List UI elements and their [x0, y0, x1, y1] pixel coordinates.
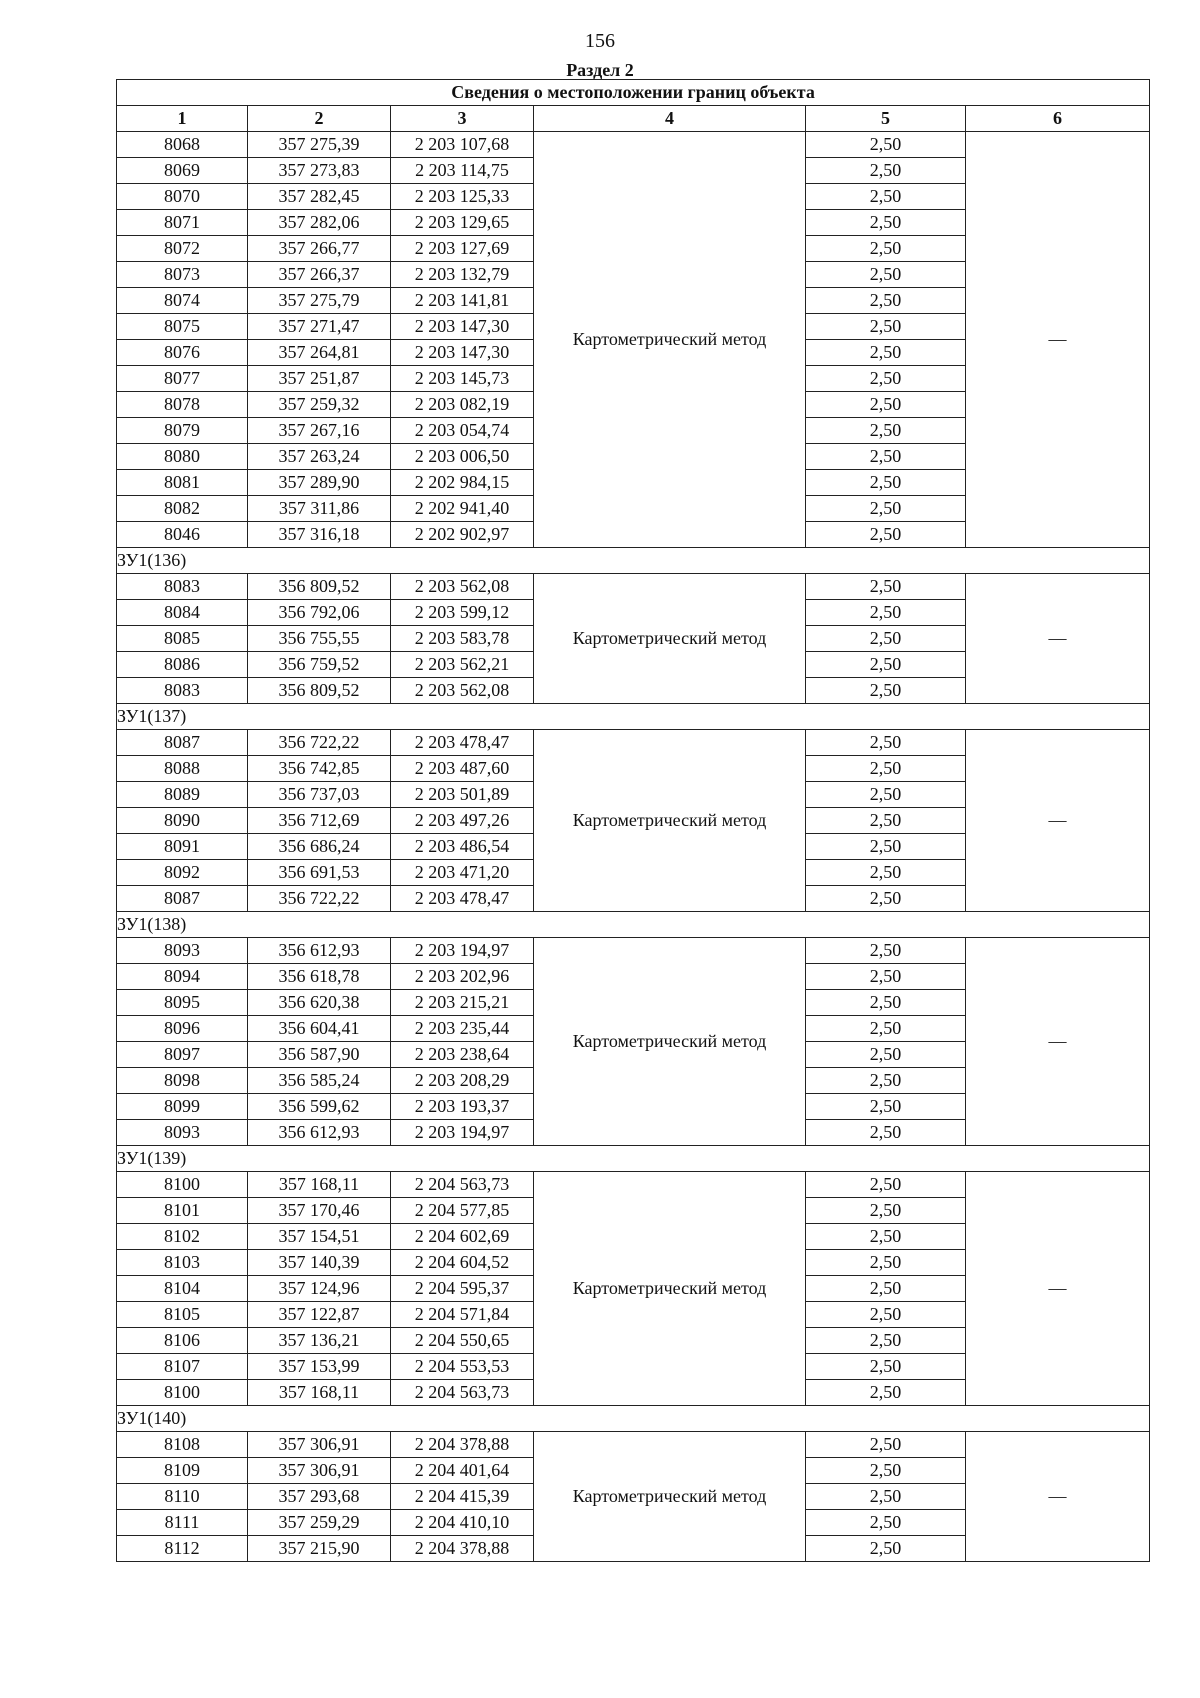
method-cell: Картометрический метод	[534, 132, 806, 548]
coordinate-x: 356 809,52	[248, 678, 391, 704]
coordinate-y: 2 204 378,88	[391, 1536, 534, 1562]
point-number: 8083	[117, 678, 248, 704]
coordinate-x: 356 792,06	[248, 600, 391, 626]
coordinate-y: 2 204 595,37	[391, 1276, 534, 1302]
accuracy-value: 2,50	[806, 782, 966, 808]
point-number: 8089	[117, 782, 248, 808]
coordinate-y: 2 203 194,97	[391, 1120, 534, 1146]
section-title: Раздел 2	[566, 60, 634, 80]
point-number: 8072	[117, 236, 248, 262]
point-number: 8106	[117, 1328, 248, 1354]
accuracy-value: 2,50	[806, 964, 966, 990]
accuracy-value: 2,50	[806, 314, 966, 340]
coordinate-y: 2 204 550,65	[391, 1328, 534, 1354]
point-number: 8091	[117, 834, 248, 860]
coordinate-x: 356 604,41	[248, 1016, 391, 1042]
point-number: 8084	[117, 600, 248, 626]
column-header: 2	[248, 106, 391, 132]
coordinate-x: 356 686,24	[248, 834, 391, 860]
coordinate-y: 2 203 054,74	[391, 418, 534, 444]
coordinate-x: 357 259,29	[248, 1510, 391, 1536]
column-header: 3	[391, 106, 534, 132]
parcel-label-row	[117, 548, 1150, 574]
point-number: 8094	[117, 964, 248, 990]
accuracy-value: 2,50	[806, 1354, 966, 1380]
accuracy-value: 2,50	[806, 1042, 966, 1068]
point-number: 8093	[117, 938, 248, 964]
accuracy-value: 2,50	[806, 1432, 966, 1458]
note-cell: —	[966, 1172, 1150, 1406]
coordinate-y: 2 203 194,97	[391, 938, 534, 964]
accuracy-value: 2,50	[806, 1302, 966, 1328]
coordinate-x: 357 124,96	[248, 1276, 391, 1302]
coordinate-y: 2 203 487,60	[391, 756, 534, 782]
coordinate-y: 2 204 563,73	[391, 1172, 534, 1198]
coordinate-y: 2 203 215,21	[391, 990, 534, 1016]
coordinate-x: 357 271,47	[248, 314, 391, 340]
point-number: 8100	[117, 1380, 248, 1406]
parcel-label: ЗУ1(138)	[117, 912, 1150, 938]
coordinate-x: 357 170,46	[248, 1198, 391, 1224]
accuracy-value: 2,50	[806, 1224, 966, 1250]
coordinate-x: 357 282,06	[248, 210, 391, 236]
point-number: 8093	[117, 1120, 248, 1146]
coordinate-y: 2 203 193,37	[391, 1094, 534, 1120]
coordinate-x: 357 293,68	[248, 1484, 391, 1510]
accuracy-value: 2,50	[806, 236, 966, 262]
coordinate-x: 356 742,85	[248, 756, 391, 782]
table-row	[117, 1432, 1150, 1458]
accuracy-value: 2,50	[806, 340, 966, 366]
coordinate-y: 2 203 501,89	[391, 782, 534, 808]
note-cell: —	[966, 938, 1150, 1146]
point-number: 8082	[117, 496, 248, 522]
point-number: 8092	[117, 860, 248, 886]
parcel-label-row	[117, 1406, 1150, 1432]
coordinate-x: 356 587,90	[248, 1042, 391, 1068]
coordinate-x: 357 282,45	[248, 184, 391, 210]
point-number: 8077	[117, 366, 248, 392]
coordinate-y: 2 203 114,75	[391, 158, 534, 184]
coordinate-x: 356 618,78	[248, 964, 391, 990]
coordinate-y: 2 203 132,79	[391, 262, 534, 288]
accuracy-value: 2,50	[806, 1328, 966, 1354]
column-header: 6	[966, 106, 1150, 132]
table-row	[117, 938, 1150, 964]
coordinate-x: 357 251,87	[248, 366, 391, 392]
point-number: 8107	[117, 1354, 248, 1380]
point-number: 8080	[117, 444, 248, 470]
coordinate-y: 2 203 478,47	[391, 730, 534, 756]
accuracy-value: 2,50	[806, 1094, 966, 1120]
point-number: 8088	[117, 756, 248, 782]
coordinate-x: 357 259,32	[248, 392, 391, 418]
method-cell: Картометрический метод	[534, 574, 806, 704]
coordinate-y: 2 204 401,64	[391, 1458, 534, 1484]
point-number: 8075	[117, 314, 248, 340]
point-number: 8097	[117, 1042, 248, 1068]
accuracy-value: 2,50	[806, 938, 966, 964]
accuracy-value: 2,50	[806, 392, 966, 418]
note-cell: —	[966, 1432, 1150, 1562]
accuracy-value: 2,50	[806, 132, 966, 158]
column-header-row	[117, 106, 1150, 132]
coordinate-x: 357 306,91	[248, 1458, 391, 1484]
coordinate-x: 356 809,52	[248, 574, 391, 600]
coordinate-x: 357 266,77	[248, 236, 391, 262]
coordinate-y: 2 203 208,29	[391, 1068, 534, 1094]
point-number: 8103	[117, 1250, 248, 1276]
point-number: 8046	[117, 522, 248, 548]
table-caption: Сведения о местоположении границ объекта	[117, 80, 1150, 106]
coordinate-x: 356 722,22	[248, 886, 391, 912]
coordinate-y: 2 203 471,20	[391, 860, 534, 886]
parcel-label: ЗУ1(137)	[117, 704, 1150, 730]
point-number: 8100	[117, 1172, 248, 1198]
coordinate-y: 2 204 602,69	[391, 1224, 534, 1250]
coordinate-y: 2 203 107,68	[391, 132, 534, 158]
note-cell: —	[966, 730, 1150, 912]
point-number: 8073	[117, 262, 248, 288]
accuracy-value: 2,50	[806, 522, 966, 548]
coordinate-y: 2 203 497,26	[391, 808, 534, 834]
table-row	[117, 730, 1150, 756]
coordinate-x: 357 306,91	[248, 1432, 391, 1458]
coordinate-y: 2 202 941,40	[391, 496, 534, 522]
coordinate-y: 2 204 378,88	[391, 1432, 534, 1458]
coordinate-y: 2 203 486,54	[391, 834, 534, 860]
coordinate-x: 356 691,53	[248, 860, 391, 886]
point-number: 8087	[117, 886, 248, 912]
accuracy-value: 2,50	[806, 1510, 966, 1536]
point-number: 8071	[117, 210, 248, 236]
coordinate-x: 357 264,81	[248, 340, 391, 366]
table-row	[117, 574, 1150, 600]
method-cell: Картометрический метод	[534, 938, 806, 1146]
point-number: 8101	[117, 1198, 248, 1224]
coordinate-x: 357 136,21	[248, 1328, 391, 1354]
coordinate-x: 356 755,55	[248, 626, 391, 652]
coordinate-y: 2 203 478,47	[391, 886, 534, 912]
coordinate-y: 2 204 604,52	[391, 1250, 534, 1276]
coordinate-x: 356 759,52	[248, 652, 391, 678]
point-number: 8096	[117, 1016, 248, 1042]
point-number: 8112	[117, 1536, 248, 1562]
coordinate-y: 2 204 563,73	[391, 1380, 534, 1406]
coordinate-y: 2 203 147,30	[391, 314, 534, 340]
point-number: 8104	[117, 1276, 248, 1302]
column-header: 4	[534, 106, 806, 132]
accuracy-value: 2,50	[806, 262, 966, 288]
coordinate-y: 2 203 129,65	[391, 210, 534, 236]
accuracy-value: 2,50	[806, 1120, 966, 1146]
parcel-label: ЗУ1(140)	[117, 1406, 1150, 1432]
point-number: 8078	[117, 392, 248, 418]
coordinate-x: 357 122,87	[248, 1302, 391, 1328]
coordinate-x: 357 263,24	[248, 444, 391, 470]
coordinate-y: 2 204 415,39	[391, 1484, 534, 1510]
coordinate-y: 2 203 235,44	[391, 1016, 534, 1042]
table-row	[117, 132, 1150, 158]
accuracy-value: 2,50	[806, 418, 966, 444]
coordinate-y: 2 203 599,12	[391, 600, 534, 626]
coordinate-x: 357 140,39	[248, 1250, 391, 1276]
parcel-label-row	[117, 1146, 1150, 1172]
coordinate-y: 2 202 902,97	[391, 522, 534, 548]
coordinate-y: 2 203 141,81	[391, 288, 534, 314]
coordinate-y: 2 203 082,19	[391, 392, 534, 418]
accuracy-value: 2,50	[806, 860, 966, 886]
coordinate-y: 2 203 147,30	[391, 340, 534, 366]
coordinate-y: 2 203 238,64	[391, 1042, 534, 1068]
coordinate-y: 2 203 006,50	[391, 444, 534, 470]
point-number: 8099	[117, 1094, 248, 1120]
coordinate-y: 2 203 583,78	[391, 626, 534, 652]
point-number: 8098	[117, 1068, 248, 1094]
coordinate-y: 2 204 571,84	[391, 1302, 534, 1328]
coordinate-x: 357 275,39	[248, 132, 391, 158]
accuracy-value: 2,50	[806, 210, 966, 236]
accuracy-value: 2,50	[806, 1484, 966, 1510]
point-number: 8069	[117, 158, 248, 184]
point-number: 8095	[117, 990, 248, 1016]
accuracy-value: 2,50	[806, 366, 966, 392]
coordinate-x: 357 153,99	[248, 1354, 391, 1380]
accuracy-value: 2,50	[806, 756, 966, 782]
accuracy-value: 2,50	[806, 470, 966, 496]
coordinate-x: 357 168,11	[248, 1380, 391, 1406]
accuracy-value: 2,50	[806, 1172, 966, 1198]
page-number: 156	[585, 30, 615, 52]
note-cell: —	[966, 574, 1150, 704]
accuracy-value: 2,50	[806, 184, 966, 210]
coordinate-y: 2 202 984,15	[391, 470, 534, 496]
point-number: 8109	[117, 1458, 248, 1484]
point-number: 8070	[117, 184, 248, 210]
table-row	[117, 1172, 1150, 1198]
method-cell: Картометрический метод	[534, 730, 806, 912]
coordinate-y: 2 203 562,08	[391, 574, 534, 600]
accuracy-value: 2,50	[806, 808, 966, 834]
accuracy-value: 2,50	[806, 990, 966, 1016]
coordinate-x: 357 168,11	[248, 1172, 391, 1198]
coordinate-y: 2 203 202,96	[391, 964, 534, 990]
accuracy-value: 2,50	[806, 886, 966, 912]
accuracy-value: 2,50	[806, 1068, 966, 1094]
coordinate-y: 2 204 577,85	[391, 1198, 534, 1224]
accuracy-value: 2,50	[806, 496, 966, 522]
column-header: 5	[806, 106, 966, 132]
coordinate-x: 356 737,03	[248, 782, 391, 808]
accuracy-value: 2,50	[806, 1276, 966, 1302]
point-number: 8081	[117, 470, 248, 496]
coordinate-x: 357 154,51	[248, 1224, 391, 1250]
coordinate-x: 357 275,79	[248, 288, 391, 314]
point-number: 8111	[117, 1510, 248, 1536]
point-number: 8102	[117, 1224, 248, 1250]
parcel-label-row	[117, 704, 1150, 730]
coordinate-x: 357 289,90	[248, 470, 391, 496]
point-number: 8105	[117, 1302, 248, 1328]
point-number: 8085	[117, 626, 248, 652]
coordinate-y: 2 204 553,53	[391, 1354, 534, 1380]
coordinate-x: 356 712,69	[248, 808, 391, 834]
accuracy-value: 2,50	[806, 1250, 966, 1276]
boundary-coordinates-table	[116, 79, 1150, 1562]
coordinate-x: 357 273,83	[248, 158, 391, 184]
point-number: 8108	[117, 1432, 248, 1458]
coordinate-x: 356 612,93	[248, 938, 391, 964]
note-cell: —	[966, 132, 1150, 548]
accuracy-value: 2,50	[806, 600, 966, 626]
parcel-label: ЗУ1(139)	[117, 1146, 1150, 1172]
accuracy-value: 2,50	[806, 626, 966, 652]
accuracy-value: 2,50	[806, 678, 966, 704]
point-number: 8086	[117, 652, 248, 678]
coordinate-x: 357 316,18	[248, 522, 391, 548]
coordinate-x: 356 612,93	[248, 1120, 391, 1146]
point-number: 8083	[117, 574, 248, 600]
accuracy-value: 2,50	[806, 288, 966, 314]
accuracy-value: 2,50	[806, 730, 966, 756]
point-number: 8074	[117, 288, 248, 314]
column-header: 1	[117, 106, 248, 132]
accuracy-value: 2,50	[806, 834, 966, 860]
coordinate-y: 2 203 127,69	[391, 236, 534, 262]
accuracy-value: 2,50	[806, 444, 966, 470]
coordinate-y: 2 203 562,21	[391, 652, 534, 678]
accuracy-value: 2,50	[806, 1536, 966, 1562]
parcel-label-row	[117, 912, 1150, 938]
coordinate-x: 357 267,16	[248, 418, 391, 444]
coordinate-x: 356 620,38	[248, 990, 391, 1016]
coordinate-x: 356 585,24	[248, 1068, 391, 1094]
point-number: 8068	[117, 132, 248, 158]
coordinate-y: 2 203 145,73	[391, 366, 534, 392]
accuracy-value: 2,50	[806, 1458, 966, 1484]
parcel-label: ЗУ1(136)	[117, 548, 1150, 574]
point-number: 8110	[117, 1484, 248, 1510]
accuracy-value: 2,50	[806, 158, 966, 184]
coordinate-x: 357 266,37	[248, 262, 391, 288]
point-number: 8090	[117, 808, 248, 834]
coordinate-y: 2 204 410,10	[391, 1510, 534, 1536]
method-cell: Картометрический метод	[534, 1432, 806, 1562]
coordinate-x: 356 599,62	[248, 1094, 391, 1120]
table-body	[117, 132, 1150, 1562]
accuracy-value: 2,50	[806, 652, 966, 678]
accuracy-value: 2,50	[806, 1198, 966, 1224]
coordinate-x: 357 215,90	[248, 1536, 391, 1562]
accuracy-value: 2,50	[806, 1380, 966, 1406]
coordinate-y: 2 203 562,08	[391, 678, 534, 704]
coordinate-x: 357 311,86	[248, 496, 391, 522]
coordinate-x: 356 722,22	[248, 730, 391, 756]
accuracy-value: 2,50	[806, 574, 966, 600]
point-number: 8079	[117, 418, 248, 444]
point-number: 8076	[117, 340, 248, 366]
accuracy-value: 2,50	[806, 1016, 966, 1042]
coordinate-y: 2 203 125,33	[391, 184, 534, 210]
method-cell: Картометрический метод	[534, 1172, 806, 1406]
point-number: 8087	[117, 730, 248, 756]
